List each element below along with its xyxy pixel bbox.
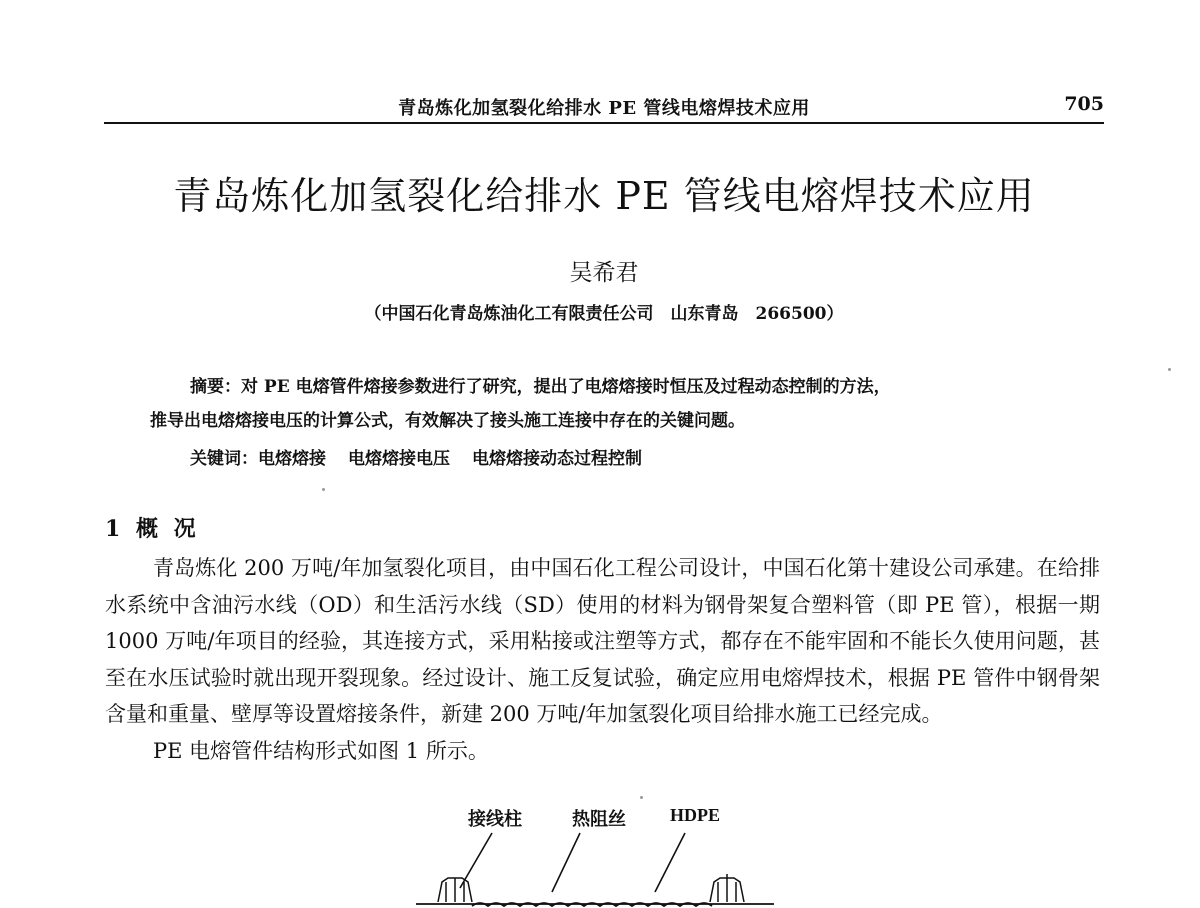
section-body xyxy=(105,550,1100,769)
page-number: 705 xyxy=(1064,93,1104,115)
running-header xyxy=(104,90,1104,124)
pipe-wall xyxy=(416,903,774,906)
figure-label-hdpe: HDPE xyxy=(670,805,721,825)
running-title: 青岛炼化加氢裂化给排水 PE 管线电熔焊技术应用 xyxy=(398,98,810,119)
terminal-right xyxy=(710,874,744,902)
abstract-line-2: 推导出电熔熔接电压的计算公式，有效解决了接头施工连接中存在的关键问题。 xyxy=(150,411,745,431)
body-paragraph: PE 电熔管件结构形式如图 1 所示。 xyxy=(153,738,489,763)
figure-label-heating-wire: 热阻丝 xyxy=(572,809,626,830)
leader-lines xyxy=(460,833,685,892)
keywords xyxy=(190,444,1050,469)
author-affiliation: （中国石化青岛炼油化工有限责任公司 山东青岛 266500） xyxy=(364,304,844,324)
fitting-structure-diagram xyxy=(410,830,780,908)
abstract xyxy=(150,370,1055,438)
leader-line-hdpe xyxy=(655,833,685,892)
author-name: 吴希君 xyxy=(569,260,639,286)
keyword-item: 电熔熔接动态过程控制 xyxy=(472,449,642,469)
figure-label-terminal: 接线柱 xyxy=(468,809,522,830)
scan-speck xyxy=(1168,368,1171,371)
terminal-left xyxy=(438,878,472,902)
leader-line-heating-wire xyxy=(552,833,580,892)
keyword-item: 电熔熔接电压 xyxy=(348,449,450,469)
abstract-line-1: 摘要：对 PE 电熔管件熔接参数进行了研究，提出了电熔熔接时恒压及过程动态控制的方法， xyxy=(190,377,891,397)
scan-speck xyxy=(640,796,643,799)
body-paragraph: 青岛炼化 200 万吨/年加氢裂化项目，由中国石化工程公司设计，中国石化第十建设公司承建。在给排水系统中含油污水线（OD）和生活污水线（SD）使用的材料为钢骨架复合塑料管（即 PE 管），根据一期 1000 万吨/年项目的经验，其连接方式，采用粘接或注塑等方式，都存在不能牢固和不能长久使用问题，甚至在水压试验时就出现开裂现象。经过设计、施工反复试验，确定应用电熔焊技术，根据 PE 管件中钢骨架含量和重量、壁厚等设置熔接条件，新建 200 万吨/年加氢裂化项目给排水施工已经完成。 xyxy=(105,556,1100,726)
section-heading: 1 概 况 xyxy=(105,516,200,542)
paper-title: 青岛炼化加氢裂化给排水 PE 管线电熔焊技术应用 xyxy=(173,174,1035,218)
keywords-label: 关键词： xyxy=(190,449,258,469)
scan-speck xyxy=(322,488,325,491)
keyword-item: 电熔熔接 xyxy=(258,449,326,469)
